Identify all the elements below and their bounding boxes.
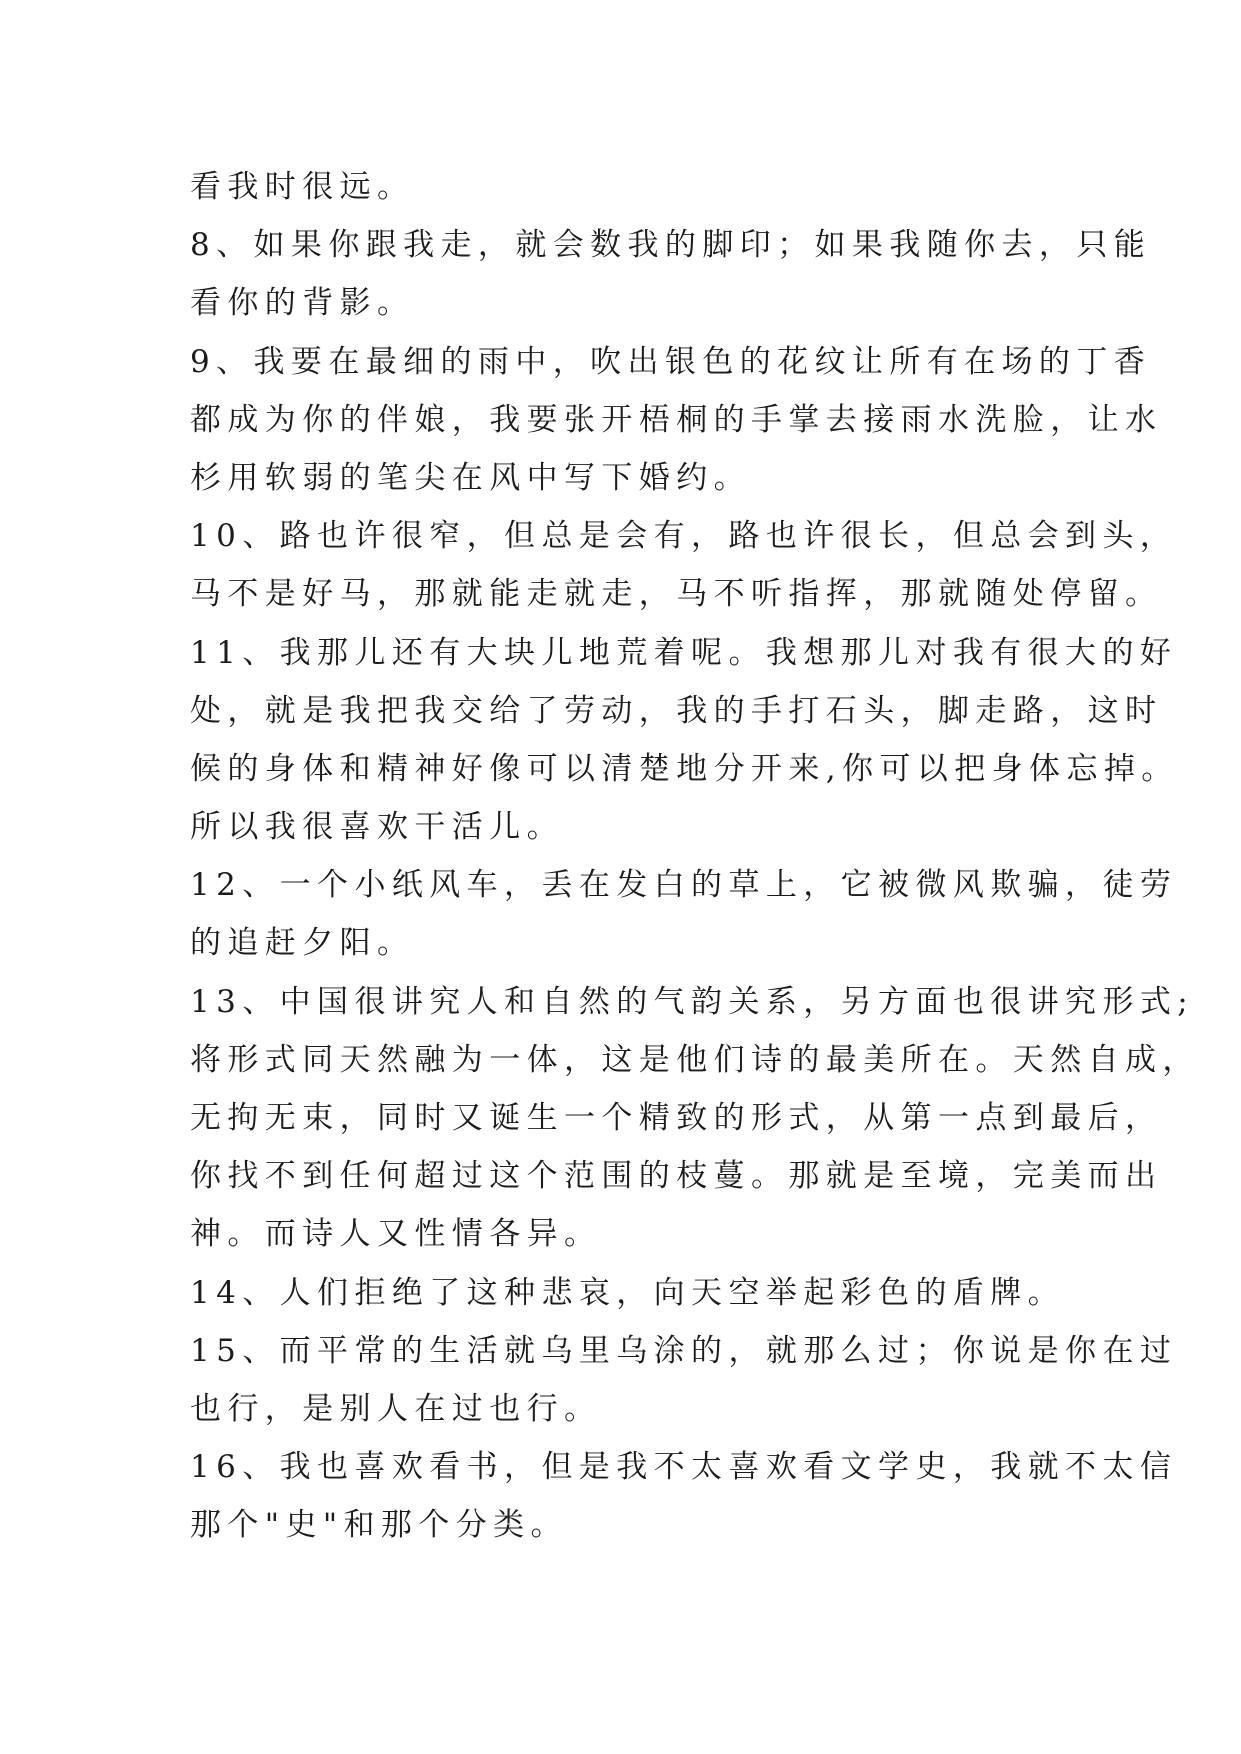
text-line: 10、路也许很窄，但总是会有，路也许很长，但总会到头， bbox=[190, 518, 1178, 555]
text-line: 候的身体和精神好像可以清楚地分开来,你可以把身体忘掉。 bbox=[190, 750, 1179, 787]
text-line: 处，就是我把我交给了劳动，我的手打石头，脚走路，这时 bbox=[190, 692, 1163, 729]
text-line: 16、我也喜欢看书，但是我不太喜欢看文学史，我就不太信 bbox=[190, 1449, 1178, 1486]
text-line: 看我时很远。 bbox=[190, 169, 415, 205]
text-line: 也行，是别人在过也行。 bbox=[190, 1390, 602, 1427]
text-line: 12、一个小纸风车，丢在发白的草上，它被微风欺骗，徒劳 bbox=[190, 867, 1178, 904]
text-line: 8、如果你跟我走，就会数我的脚印；如果我随你去，只能 bbox=[190, 227, 1152, 264]
text-line: 11、我那儿还有大块儿地荒着呢。我想那儿对我有很大的好 bbox=[190, 634, 1178, 671]
text-line: 所以我很喜欢干活儿。 bbox=[190, 809, 564, 846]
text-line: 14、人们拒绝了这种悲哀，向天空举起彩色的盾牌。 bbox=[190, 1274, 1066, 1311]
text-line: 你找不到任何超过这个范围的枝蔓。那就是至境，完美而出 bbox=[190, 1158, 1163, 1195]
document-body bbox=[190, 158, 1200, 1555]
text-line: 的追赶夕阳。 bbox=[190, 925, 415, 962]
text-line: 看你的背影。 bbox=[190, 285, 415, 322]
text-line: 15、而平常的生活就乌里乌涂的，就那么过；你说是你在过 bbox=[190, 1332, 1178, 1369]
text-line: 将形式同天然融为一体，这是他们诗的最美所在。天然自成， bbox=[190, 1041, 1200, 1078]
text-line: 马不是好马，那就能走就走，马不听指挥，那就随处停留。 bbox=[190, 576, 1163, 613]
text-line: 9、我要在最细的雨中，吹出银色的花纹让所有在场的丁香 bbox=[190, 343, 1152, 380]
text-line: 都成为你的伴娘，我要张开梧桐的手掌去接雨水洗脸，让水 bbox=[190, 401, 1163, 438]
text-line: 那个"史"和那个分类。 bbox=[190, 1507, 568, 1544]
text-line: 无拘无束，同时又诞生一个精致的形式，从第一点到最后， bbox=[190, 1100, 1163, 1136]
text-line: 神。而诗人又性情各异。 bbox=[190, 1216, 602, 1253]
text-line: 杉用软弱的笔尖在风中写下婚约。 bbox=[190, 459, 751, 496]
text-line: 13、中国很讲究人和自然的气韵关系，另方面也很讲究形式; bbox=[190, 983, 1195, 1020]
